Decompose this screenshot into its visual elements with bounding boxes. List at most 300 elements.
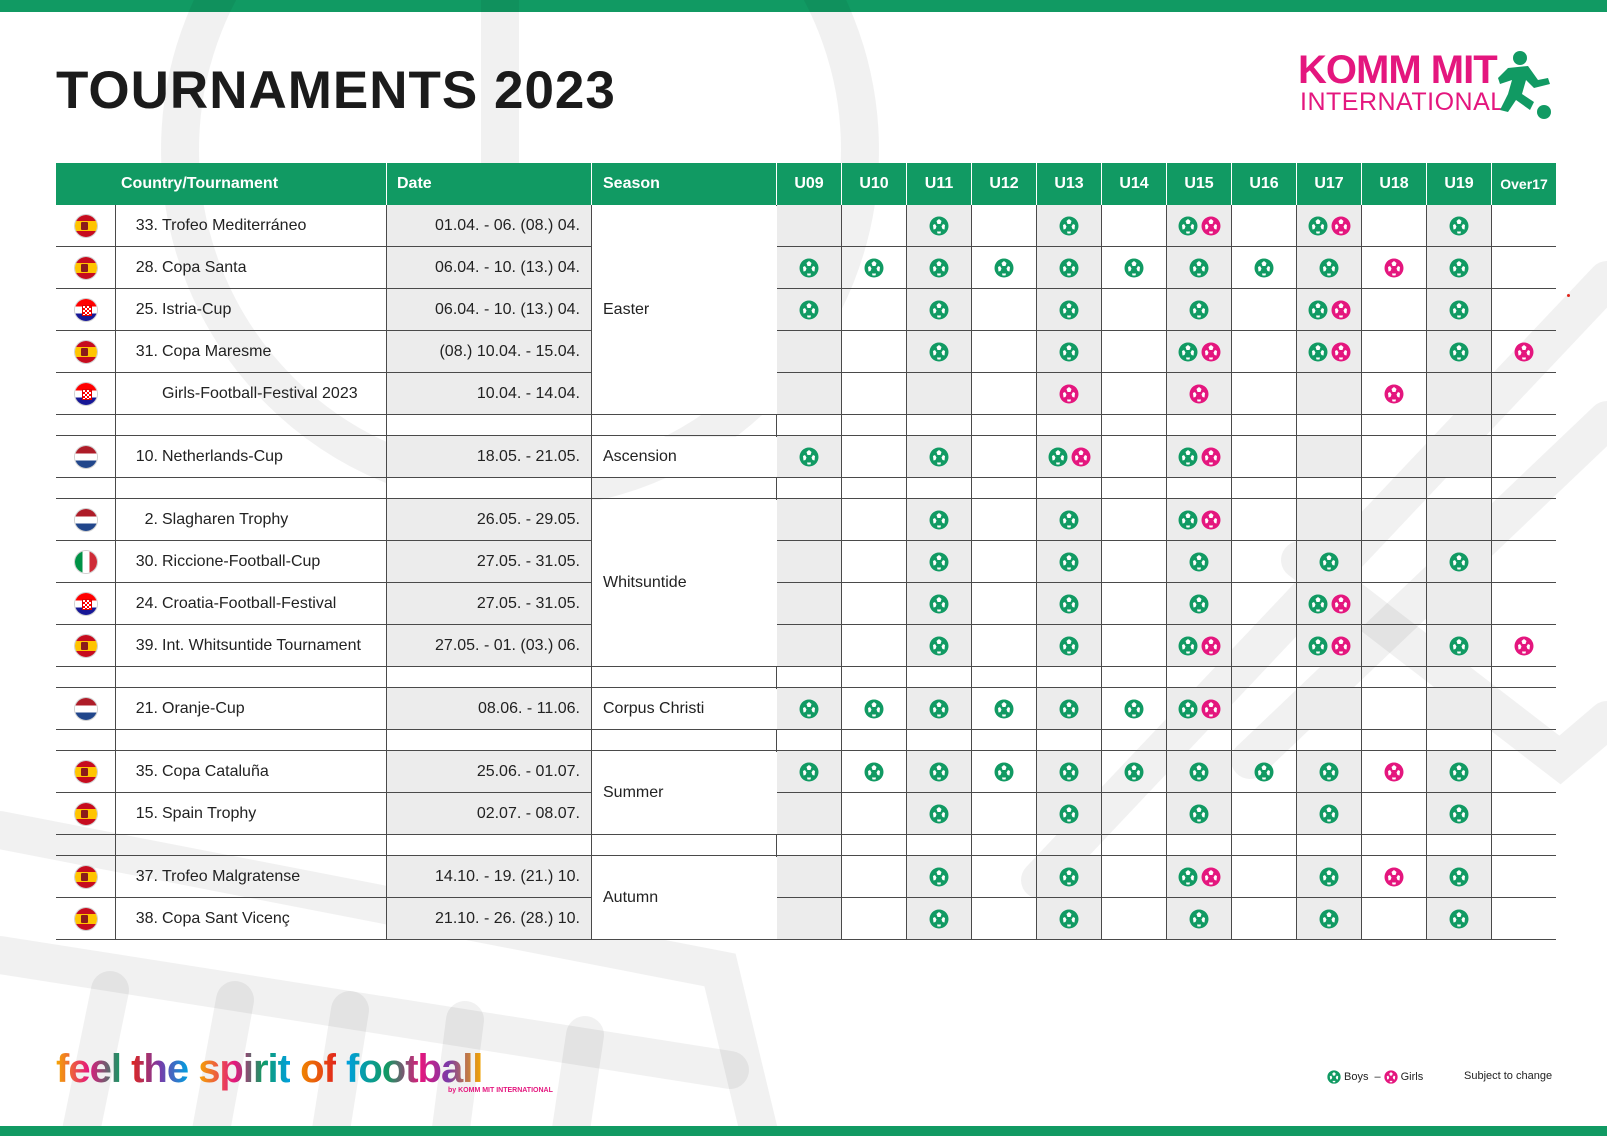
spacer-cell — [1232, 478, 1297, 498]
boys-ball-icon — [1059, 867, 1079, 887]
age-cell-over17 — [1492, 856, 1556, 897]
table-row — [56, 331, 1556, 373]
age-cell-u11 — [907, 205, 972, 246]
spacer-cell — [1167, 835, 1232, 855]
age-cell-u10 — [842, 436, 907, 477]
age-cell-u17 — [1297, 499, 1362, 540]
age-cell-u16 — [1232, 856, 1297, 897]
flag-nl-icon — [75, 446, 97, 468]
boys-ball-icon — [1319, 258, 1339, 278]
season-label: Corpus Christi — [592, 689, 777, 729]
age-cell-u12 — [972, 289, 1037, 330]
flag-nl-icon — [75, 698, 97, 720]
tournament-name-cell — [116, 499, 387, 540]
age-cell-u16 — [1232, 331, 1297, 372]
flag-cell — [56, 541, 116, 582]
spacer-cell — [1297, 835, 1362, 855]
age-cell-u17 — [1297, 898, 1362, 939]
flag-it-icon — [75, 551, 97, 573]
age-cell-u15 — [1167, 583, 1232, 624]
tournament-name-cell — [116, 331, 387, 372]
tournament-name: Oranje-Cup — [162, 699, 245, 717]
season-label: Easter — [592, 206, 777, 414]
age-cell-u19 — [1427, 541, 1492, 582]
legend — [1327, 1070, 1426, 1084]
boys-ball-icon — [929, 447, 949, 467]
age-cell-over17 — [1492, 247, 1556, 288]
boys-ball-icon — [929, 216, 949, 236]
age-cell-u19 — [1427, 331, 1492, 372]
age-cell-u11 — [907, 625, 972, 666]
boys-ball-icon — [1059, 762, 1079, 782]
age-cell-u10 — [842, 373, 907, 414]
flag-hr-icon — [75, 299, 97, 321]
spacer-cell — [1037, 667, 1102, 687]
boys-ball-icon — [994, 258, 1014, 278]
boys-ball-icon — [1319, 867, 1339, 887]
spacer-cell — [387, 667, 592, 687]
boys-ball-icon — [994, 699, 1014, 719]
age-cell-u16 — [1232, 541, 1297, 582]
boys-ball-icon — [929, 510, 949, 530]
tournament-name-cell — [116, 625, 387, 666]
spacer-cell — [387, 478, 592, 498]
boys-ball-icon — [1449, 909, 1469, 929]
boys-ball-icon — [1189, 762, 1209, 782]
table-row — [56, 793, 1556, 835]
age-cell-u16 — [1232, 373, 1297, 414]
date-cell: 18.05. - 21.05. — [387, 436, 592, 477]
age-cell-u16 — [1232, 583, 1297, 624]
komm-mit-logo — [1298, 50, 1558, 122]
boys-ball-icon — [1178, 699, 1198, 719]
slogan-sub-logo: by KOMM MIT INTERNATIONAL — [448, 1087, 553, 1094]
tournament-number: 15. — [135, 804, 158, 822]
season-label: Ascension — [592, 437, 777, 477]
spacer-cell — [1232, 835, 1297, 855]
spacer-cell — [1427, 730, 1492, 750]
spacer-row — [56, 835, 1556, 856]
boys-ball-icon — [1059, 342, 1079, 362]
age-cell-u14 — [1102, 289, 1167, 330]
slogan-word-3: spirit — [198, 1047, 290, 1091]
tournament-number: 37. — [135, 867, 158, 885]
age-cell-u18 — [1362, 247, 1427, 288]
age-cell-u10 — [842, 247, 907, 288]
age-cell-u12 — [972, 751, 1037, 792]
spacer-cell — [1232, 730, 1297, 750]
flag-cell — [56, 688, 116, 729]
spacer-cell — [1362, 415, 1427, 435]
girls-ball-icon — [1331, 342, 1351, 362]
spacer-cell — [1037, 835, 1102, 855]
girls-ball-icon — [1071, 447, 1091, 467]
boys-ball-icon — [1319, 552, 1339, 572]
date-cell: 06.04. - 10. (13.) 04. — [387, 289, 592, 330]
age-cell-u18 — [1362, 541, 1427, 582]
header-age-u12: U12 — [972, 163, 1037, 205]
age-cell-u16 — [1232, 688, 1297, 729]
age-cell-u11 — [907, 247, 972, 288]
age-cell-u15 — [1167, 625, 1232, 666]
boys-ball-icon — [1189, 594, 1209, 614]
tournament-number: 10. — [135, 447, 158, 465]
age-cell-u15 — [1167, 541, 1232, 582]
age-cell-u17 — [1297, 289, 1362, 330]
spacer-cell — [1037, 478, 1102, 498]
age-cell-u18 — [1362, 793, 1427, 834]
date-cell: 27.05. - 31.05. — [387, 583, 592, 624]
date-cell: 14.10. - 19. (21.) 10. — [387, 856, 592, 897]
age-cell-u11 — [907, 499, 972, 540]
age-cell-u09 — [777, 856, 842, 897]
date-cell: 10.04. - 14.04. — [387, 373, 592, 414]
flag-es-icon — [75, 908, 97, 930]
age-cell-u18 — [1362, 499, 1427, 540]
age-cell-u12 — [972, 583, 1037, 624]
spacer-row — [56, 667, 1556, 688]
age-cell-u10 — [842, 898, 907, 939]
age-cell-u19 — [1427, 751, 1492, 792]
age-cell-u14 — [1102, 541, 1167, 582]
age-cell-u18 — [1362, 688, 1427, 729]
tournament-name: Girls-Football-Festival 2023 — [162, 384, 358, 402]
table-row — [56, 247, 1556, 289]
age-cell-u19 — [1427, 898, 1492, 939]
spacer-cell — [907, 667, 972, 687]
age-cell-u17 — [1297, 751, 1362, 792]
boys-ball-icon — [1178, 447, 1198, 467]
boys-ball-icon — [929, 342, 949, 362]
spacer-cell — [1427, 835, 1492, 855]
boys-ball-icon — [1059, 300, 1079, 320]
boys-ball-icon — [864, 762, 884, 782]
tournament-name: Copa Sant Vicenç — [162, 909, 290, 927]
spacer-cell — [1102, 730, 1167, 750]
spacer-cell — [972, 835, 1037, 855]
age-cell-u09 — [777, 625, 842, 666]
boys-ball-icon — [994, 762, 1014, 782]
spacer-cell — [1492, 667, 1556, 687]
boys-ball-icon — [1189, 804, 1209, 824]
age-cell-u19 — [1427, 247, 1492, 288]
age-cell-u12 — [972, 793, 1037, 834]
tournament-number: 25. — [135, 300, 158, 318]
spacer-cell — [1297, 730, 1362, 750]
boys-ball-icon — [1449, 300, 1469, 320]
girls-ball-icon — [1331, 594, 1351, 614]
flag-cell — [56, 289, 116, 330]
flag-cell — [56, 373, 116, 414]
spacer-cell — [1492, 730, 1556, 750]
girls-ball-icon — [1331, 636, 1351, 656]
age-cell-u13 — [1037, 793, 1102, 834]
spacer-cell — [1492, 415, 1556, 435]
age-cell-u15 — [1167, 856, 1232, 897]
flag-es-icon — [75, 257, 97, 279]
age-cell-u10 — [842, 499, 907, 540]
header-age-u17: U17 — [1297, 163, 1362, 205]
boys-ball-icon — [1178, 867, 1198, 887]
age-cell-u15 — [1167, 898, 1232, 939]
age-cell-u18 — [1362, 289, 1427, 330]
age-cell-u12 — [972, 373, 1037, 414]
age-cell-u10 — [842, 331, 907, 372]
age-cell-u12 — [972, 856, 1037, 897]
age-cell-u11 — [907, 541, 972, 582]
flag-es-icon — [75, 635, 97, 657]
age-cell-u12 — [972, 331, 1037, 372]
age-cell-u15 — [1167, 436, 1232, 477]
age-cell-u13 — [1037, 247, 1102, 288]
age-cell-over17 — [1492, 205, 1556, 246]
age-cell-u13 — [1037, 898, 1102, 939]
date-cell: 26.05. - 29.05. — [387, 499, 592, 540]
flag-cell — [56, 625, 116, 666]
age-cell-u15 — [1167, 499, 1232, 540]
flag-es-icon — [75, 341, 97, 363]
boys-ball-icon — [929, 909, 949, 929]
age-cell-u09 — [777, 373, 842, 414]
age-cell-u15 — [1167, 751, 1232, 792]
header-age-u18: U18 — [1362, 163, 1427, 205]
spacer-cell — [116, 730, 387, 750]
spacer-row — [56, 478, 1556, 499]
date-cell: 27.05. - 31.05. — [387, 541, 592, 582]
boys-ball-icon — [1308, 216, 1328, 236]
date-cell: 25.06. - 01.07. — [387, 751, 592, 792]
age-cell-u11 — [907, 856, 972, 897]
age-cell-u19 — [1427, 625, 1492, 666]
age-cell-u09 — [777, 751, 842, 792]
table-row — [56, 499, 1556, 541]
flag-es-icon — [75, 761, 97, 783]
spacer-cell — [56, 730, 116, 750]
age-cell-u13 — [1037, 856, 1102, 897]
slogan — [56, 1047, 553, 1099]
spacer-cell — [1102, 835, 1167, 855]
tournament-name-cell — [116, 583, 387, 624]
boys-ball-icon — [1308, 636, 1328, 656]
boys-ball-icon — [1178, 342, 1198, 362]
boys-ball-icon — [1059, 636, 1079, 656]
date-cell: (08.) 10.04. - 15.04. — [387, 331, 592, 372]
age-cell-over17 — [1492, 898, 1556, 939]
table-header-row — [56, 163, 1556, 205]
tournament-name-cell — [116, 373, 387, 414]
age-cell-u14 — [1102, 499, 1167, 540]
slogan-word-5: football — [346, 1047, 483, 1091]
age-cell-u16 — [1232, 247, 1297, 288]
boys-ball-icon — [1189, 552, 1209, 572]
boys-ball-icon — [1449, 636, 1469, 656]
boys-ball-icon — [1178, 216, 1198, 236]
header-season: Season — [592, 163, 777, 205]
spacer-row — [56, 415, 1556, 436]
tournament-name: Netherlands-Cup — [162, 447, 283, 465]
spacer-cell — [1102, 415, 1167, 435]
table-row — [56, 583, 1556, 625]
header-country-tournament: Country/Tournament — [56, 163, 387, 205]
age-cell-u14 — [1102, 688, 1167, 729]
boys-ball-icon — [1059, 699, 1079, 719]
spacer-cell — [1427, 478, 1492, 498]
date-cell: 01.04. - 06. (08.) 04. — [387, 205, 592, 246]
age-cell-u14 — [1102, 331, 1167, 372]
age-cell-u16 — [1232, 436, 1297, 477]
girls-ball-icon — [1201, 510, 1221, 530]
spacer-cell — [592, 730, 777, 750]
age-cell-u18 — [1362, 751, 1427, 792]
age-cell-u10 — [842, 625, 907, 666]
legend-boys-label: Boys — [1344, 1071, 1369, 1083]
girls-ball-icon — [1384, 867, 1404, 887]
table-row — [56, 205, 1556, 247]
age-cell-over17 — [1492, 751, 1556, 792]
boys-ball-icon — [799, 762, 819, 782]
age-cell-u14 — [1102, 205, 1167, 246]
tournament-name-cell — [116, 541, 387, 582]
age-cell-u16 — [1232, 205, 1297, 246]
spacer-cell — [972, 478, 1037, 498]
age-cell-u15 — [1167, 247, 1232, 288]
age-cell-over17 — [1492, 583, 1556, 624]
girls-ball-icon — [1201, 867, 1221, 887]
age-cell-u17 — [1297, 793, 1362, 834]
age-cell-u15 — [1167, 289, 1232, 330]
tournament-name: Copa Maresme — [162, 342, 272, 360]
spacer-cell — [1167, 667, 1232, 687]
tournament-name-cell — [116, 898, 387, 939]
age-cell-u13 — [1037, 499, 1102, 540]
spacer-cell — [56, 478, 116, 498]
spacer-cell — [1362, 667, 1427, 687]
girls-ball-icon — [1201, 342, 1221, 362]
age-cell-u09 — [777, 793, 842, 834]
age-cell-u14 — [1102, 373, 1167, 414]
boys-ball-icon — [929, 300, 949, 320]
spacer-cell — [387, 415, 592, 435]
table-row — [56, 289, 1556, 331]
age-cell-u10 — [842, 205, 907, 246]
spacer-cell — [1297, 478, 1362, 498]
boys-ball-icon — [1449, 342, 1469, 362]
spacer-cell — [777, 478, 842, 498]
girls-ball-icon — [1514, 636, 1534, 656]
spacer-cell — [1037, 730, 1102, 750]
spacer-cell — [1492, 835, 1556, 855]
age-cell-u12 — [972, 499, 1037, 540]
table-row — [56, 856, 1556, 898]
spacer-cell — [907, 730, 972, 750]
season-label: Autumn — [592, 857, 777, 939]
girls-ball-icon — [1384, 1070, 1398, 1084]
girls-ball-icon — [1201, 636, 1221, 656]
boys-ball-icon — [1449, 804, 1469, 824]
header-age-u13: U13 — [1037, 163, 1102, 205]
spacer-cell — [907, 415, 972, 435]
table-row — [56, 373, 1556, 415]
age-cell-u13 — [1037, 583, 1102, 624]
tournament-number: 28. — [135, 258, 158, 276]
age-cell-u17 — [1297, 856, 1362, 897]
age-cell-u12 — [972, 625, 1037, 666]
header-age-u11: U11 — [907, 163, 972, 205]
tournament-name-cell — [116, 751, 387, 792]
spacer-cell — [1167, 730, 1232, 750]
boys-ball-icon — [1048, 447, 1068, 467]
age-cell-over17 — [1492, 541, 1556, 582]
date-cell: 27.05. - 01. (03.) 06. — [387, 625, 592, 666]
age-cell-u16 — [1232, 289, 1297, 330]
boys-ball-icon — [929, 594, 949, 614]
age-cell-u18 — [1362, 436, 1427, 477]
spacer-cell — [592, 415, 777, 435]
age-cell-u09 — [777, 436, 842, 477]
age-cell-u18 — [1362, 898, 1427, 939]
boys-ball-icon — [1254, 258, 1274, 278]
spacer-cell — [1167, 415, 1232, 435]
age-cell-over17 — [1492, 289, 1556, 330]
age-cell-u09 — [777, 688, 842, 729]
tournament-number: 33. — [135, 216, 158, 234]
spacer-cell — [116, 478, 387, 498]
boys-ball-icon — [1124, 258, 1144, 278]
spacer-cell — [842, 478, 907, 498]
flag-es-icon — [75, 215, 97, 237]
age-cell-u19 — [1427, 436, 1492, 477]
tournament-number: 39. — [135, 636, 158, 654]
boys-ball-icon — [1308, 342, 1328, 362]
age-cell-u10 — [842, 289, 907, 330]
spacer-cell — [972, 730, 1037, 750]
tournament-name-cell — [116, 289, 387, 330]
flag-cell — [56, 247, 116, 288]
age-cell-u17 — [1297, 688, 1362, 729]
age-cell-u17 — [1297, 373, 1362, 414]
boys-ball-icon — [1449, 552, 1469, 572]
age-cell-u14 — [1102, 583, 1167, 624]
tournament-name-cell — [116, 436, 387, 477]
spacer-cell — [387, 730, 592, 750]
spacer-cell — [1427, 667, 1492, 687]
legend-dash: – — [1374, 1071, 1381, 1083]
tournament-number: 35. — [135, 762, 158, 780]
age-cell-u11 — [907, 793, 972, 834]
boys-ball-icon — [1059, 216, 1079, 236]
girls-ball-icon — [1189, 384, 1209, 404]
boys-ball-icon — [799, 258, 819, 278]
spacer-cell — [777, 835, 842, 855]
age-cell-u13 — [1037, 688, 1102, 729]
age-cell-u10 — [842, 793, 907, 834]
tournament-name: Croatia-Football-Festival — [162, 594, 337, 612]
spacer-cell — [907, 835, 972, 855]
girls-ball-icon — [1201, 216, 1221, 236]
age-cell-over17 — [1492, 436, 1556, 477]
tournament-name: Trofeo Mediterráneo — [162, 216, 307, 234]
boys-ball-icon — [1189, 909, 1209, 929]
tournament-name-cell — [116, 688, 387, 729]
boys-ball-icon — [1449, 867, 1469, 887]
spacer-row — [56, 730, 1556, 751]
age-cell-u15 — [1167, 373, 1232, 414]
spacer-cell — [777, 415, 842, 435]
flag-hr-icon — [75, 383, 97, 405]
boys-ball-icon — [1319, 804, 1339, 824]
boys-ball-icon — [799, 300, 819, 320]
boys-ball-icon — [1059, 804, 1079, 824]
